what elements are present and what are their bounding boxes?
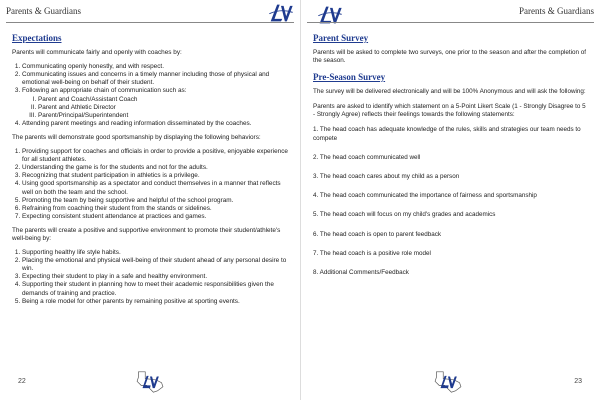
survey-statement: 7. The head coach is a positive role model	[313, 249, 431, 257]
expectations-section	[12, 34, 288, 312]
page-header: Parents & Guardians	[519, 6, 594, 16]
chain-list	[22, 96, 288, 120]
survey-statement: 4. The head coach communicated the importance of fairness and sportsmanship	[313, 192, 537, 200]
page-number: 23	[574, 378, 582, 385]
communication-list	[12, 63, 288, 128]
sportsmanship-list	[12, 148, 288, 221]
survey-statement: 2. The head coach communicated well	[313, 153, 421, 161]
list-item: III. Parent/Principal/Superintendent	[38, 112, 288, 120]
list-item: 3. Expecting their student to play in a safe and healthy environment.	[22, 273, 288, 281]
survey-statement: 3. The head coach cares about my child as a person	[313, 173, 460, 181]
subsection-title: Pre-Season Survey	[313, 71, 386, 82]
environment-list	[12, 249, 288, 306]
intro-communication: Parents will communicate fairly and openly with coaches by:	[12, 49, 182, 57]
survey-section	[313, 34, 588, 288]
list-item	[22, 87, 288, 119]
list-item: 2. Understanding the game is for the students and not for the adults.	[22, 164, 288, 172]
list-item: 4. Supporting their student in planning how to meet their academic responsibilities given the demands of training and practice.	[22, 281, 288, 297]
list-item: I. Parent and Coach/Assistant Coach	[38, 96, 288, 104]
survey-statement: 8. Additional Comments/Feedback	[313, 269, 409, 277]
list-item: 2. Communicating issues and concerns in a timely manner including those of physical and emotional well-being on behalf of their student.	[22, 71, 288, 87]
texas-logo-icon	[133, 370, 167, 394]
texas-logo-icon	[431, 370, 465, 394]
intro-environment: The parents will create a positive and supportive environment to promote their student/athlete's well-being by:	[12, 226, 281, 242]
list-item: 1. Communicating openly honestly, and with respect.	[22, 63, 288, 71]
survey-statement: 1. The head coach has adequate knowledge of the rules, skills and strategies our team needs to compete	[313, 126, 581, 142]
school-logo-icon	[268, 2, 294, 24]
survey-delivery: The survey will be delivered electronically and will be 100% Anonymous and will ask the following:	[313, 87, 586, 95]
list-item: 6. Refraining from coaching their student from the stands or sidelines.	[22, 205, 288, 213]
list-item: 4. Attending parent meetings and reading information disseminated by the coaches.	[22, 120, 288, 128]
header-rule	[6, 22, 294, 23]
list-item: 5. Being a role model for other parents by remaining positive at sporting events.	[22, 298, 288, 306]
intro-sportsmanship: The parents will demonstrate good sportsmanship by displaying the following behaviors:	[12, 133, 261, 141]
list-item: 1. Supporting healthy life style habits.	[22, 249, 288, 257]
survey-statement: 6. The head coach is open to parent feedback	[313, 230, 442, 238]
list-item-text: Following an appropriate chain of communication such as:	[22, 87, 187, 95]
list-item: 5. Promoting the team by being supportive and helpful of the school program.	[22, 197, 288, 205]
list-item: 4. Using good sportsmanship as a spectator and conduct themselves in a manner that reflects well on both the team and the school.	[22, 180, 288, 196]
list-item: 3. Recognizing that student participation in athletics is a privilege.	[22, 172, 288, 180]
list-item: 7. Expecting consistent student attendance at practices and games.	[22, 213, 288, 221]
section-title: Expectations	[12, 33, 62, 43]
header-rule	[307, 22, 594, 23]
likert-instructions: Parents are asked to identify which statement on a 5-Point Likert Scale (1 - Strongly Disagree to 5 - Strongly Agree) reflects their feelings towards the following statements:	[313, 103, 586, 119]
right-page	[300, 0, 600, 400]
survey-statement: 5. The head coach will focus on my child's grades and academics	[313, 211, 496, 219]
survey-intro: Parents will be asked to complete two surveys, one prior to the season and after the completion of the season.	[313, 49, 587, 65]
list-item: 1. Providing support for coaches and officials in order to provide a positive, enjoyable experience for all student athletes.	[22, 148, 288, 164]
page-header: Parents & Guardians	[6, 6, 81, 16]
page-number: 22	[18, 378, 26, 385]
list-item: 2. Placing the emotional and physical well-being of their student ahead of any personal desire to win.	[22, 257, 288, 273]
section-title: Parent Survey	[313, 33, 369, 43]
list-item: II. Parent and Athletic Director	[38, 104, 288, 112]
